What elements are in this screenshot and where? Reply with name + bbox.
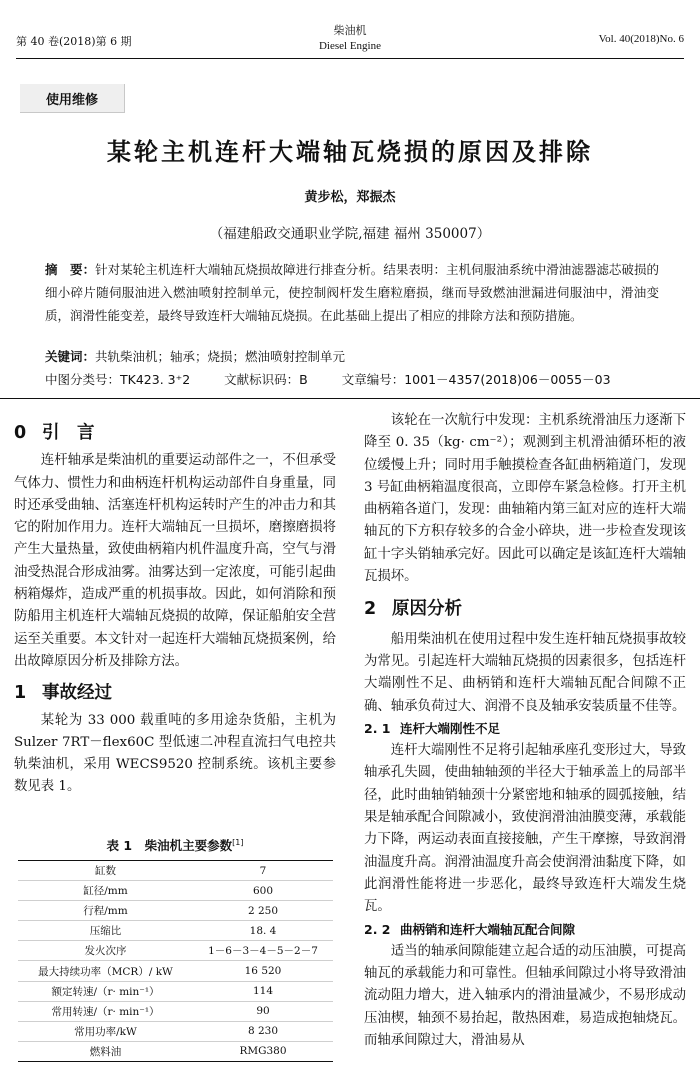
parameter-name: 额定转速/（r· min⁻¹）: [18, 981, 193, 1001]
table-row: [18, 981, 333, 1001]
parameter-value: RMG380: [193, 1041, 333, 1061]
abstract-text: 针对某轮主机连杆大端轴瓦烧损故障进行排查分析。结果表明：主机伺服油系统中滑油滤器滤芯破损的细小碎片随伺服油进入燃油喷射控制单元，使控制阀杆发生磨粒磨损，继而导致燃油泄漏进伺服油中，滑油变质，润滑性能变差，最终导致连杆大端轴瓦烧损。在此基础上提出了相应的排除方法和预防措施。: [45, 262, 659, 323]
section-1-paragraph-2: 该轮在一次航行中发现：主机系统滑油压力逐渐下降至 0. 35（kg· cm⁻²）；观测到主机滑油循环柜的液位缓慢上升；同时用手触摸检查各缸曲柄箱道门，发现 3 号缸曲柄箱温度很高，立即停车紧急检修。打开主机曲柄箱各道门，发现：曲轴箱内第三缸对应的连杆大端轴瓦的下方积存较多的合金小碎块，进一步检查发现该缸十字头销轴承完好。因此可以确定是该缸连杆大端轴瓦损坏。: [364, 413, 686, 585]
abstract-rule: [0, 398, 700, 399]
table-row: [18, 921, 333, 941]
parameter-value: 18. 4: [193, 921, 333, 941]
parameter-name: 燃料油: [18, 1041, 193, 1061]
table-row: [18, 1041, 333, 1061]
keywords: [45, 346, 659, 368]
header-rule: [16, 58, 684, 59]
table-row: [18, 881, 333, 901]
parameter-name: 常用功率/kW: [18, 1021, 193, 1041]
article-number: 文章编号：1001－4357(2018)06－0055－03: [341, 372, 611, 387]
keywords-text: 共轨柴油机；轴承；烧损；燃油喷射控制单元: [95, 349, 346, 364]
parameter-value: 90: [193, 1001, 333, 1021]
header-journal-cn: 柴油机: [333, 24, 367, 37]
parameter-value: 1－6－3－4－5－2－7: [193, 941, 333, 961]
parameter-value: 16 520: [193, 961, 333, 981]
authors: 黄步松，郑振杰: [304, 190, 396, 205]
header-issue: 第 40 卷(2018)第 6 期: [16, 35, 132, 48]
header-volume: Vol. 40(2018)No. 6: [598, 33, 684, 45]
clc-number: 中图分类号：TK423. 3⁺2: [45, 372, 191, 387]
table-row: [18, 861, 333, 881]
parameter-value: 114: [193, 981, 333, 1001]
parameter-name: 压缩比: [18, 921, 193, 941]
parameter-name: 最大持续功率（MCR）/ kW: [18, 961, 193, 981]
table-row: [18, 941, 333, 961]
subsection-2-2-paragraph: 适当的轴承间隙能建立起合适的动压油膜，可提高轴瓦的承载能力和可靠性。但轴承间隙过小将导致滑油流动阻力增大，进入轴承内的滑油量减少，不易形成动压油楔，轴颈不易抬起，散热困难，易造成抱轴烧瓦。而轴承间隙过大，滑油易从: [364, 943, 686, 1049]
section-2-paragraph: 船用柴油机在使用过程中发生连杆轴瓦烧损事故较为常见。引起连杆大端轴瓦烧损的因素很多，包括连杆大端刚性不足、曲柄销和连杆大端轴瓦配合间隙不正确、轴承负荷过大、润滑不良及轴承安装质量不佳等。: [364, 631, 686, 714]
subsection-2-1-paragraph: 连杆大端刚性不足将引起轴承座孔变形过大，导致轴承孔失圆，使曲轴轴颈的半径大于轴承盖上的局部半径，此时曲轴销轴颈十分紧密地和轴承的圆弧接触，结果是轴承配合间隙减小，致使润滑油油膜变薄，承载能力下降，两运动表面直接接触，产生干摩擦，导致润滑油温度升高。润滑油温度升高会使润滑油黏度下降，如此润滑性能将进一步恶化，最终导致连杆大端发生烧瓦。: [364, 743, 686, 915]
right-column: [364, 410, 686, 1052]
document-code: 文献标识码：B: [224, 372, 308, 387]
affiliation: （福建船政交通职业学院,福建 福州 350007）: [209, 226, 491, 242]
engine-parameters-table: [18, 860, 333, 1062]
section-tag: 使用维修: [20, 84, 125, 113]
subsection-2-1-heading: 2. 1 连杆大端刚性不足: [364, 720, 501, 736]
parameter-value: 2 250: [193, 901, 333, 921]
section-1-paragraph-1: 某轮为 33 000 载重吨的多用途杂货船，主机为 Sulzer 7RT－flex60C 型低速二冲程直流扫气电控共轨柴油机，采用 WECS9520 控制系统。该机主要参数见表 1。: [14, 712, 336, 795]
article-identifiers: [45, 369, 645, 391]
abstract-label: 摘 要：: [45, 262, 96, 277]
parameter-name: 行程/mm: [18, 901, 193, 921]
parameter-name: 常用转速/（r· min⁻¹）: [18, 1001, 193, 1021]
table-row: [18, 1001, 333, 1021]
header-journal-en: Diesel Engine: [318, 40, 381, 52]
abstract: [45, 258, 659, 327]
table-row: [18, 901, 333, 921]
subsection-2-2-heading: 2. 2 曲柄销和连杆大端轴瓦配合间隙: [364, 921, 576, 937]
parameter-name: 缸数: [18, 861, 193, 881]
table-row: [18, 961, 333, 981]
section-0-paragraph: 连杆轴承是柴油机的重要运动部件之一，不但承受气体力、惯性力和曲柄连杆机构运动部件自身重量，同时还承受曲轴、活塞连杆机构运转时产生的冲击力和其它的附加作用力。连杆大端轴瓦一旦损坏，磨擦磨损将产生大量热量，致使曲柄箱内机件温度升高，空气与滑油受热混合形成油雾。油雾达到一定浓度，可能引起曲柄箱爆炸，造成严重的机损事故。因此，如何消除和预防船用主机连杆大端轴瓦烧损的故障，保证船舶安全营运至关重要。本文针对一起连杆大端轴瓦烧损案例，给出故障原因分析及排除方法。: [14, 453, 336, 669]
parameter-value: 8 230: [193, 1021, 333, 1041]
left-column: [14, 422, 336, 799]
parameter-value: 600: [193, 881, 333, 901]
table-caption: 表 1 柴油机主要参数[1]: [106, 837, 244, 853]
table-row: [18, 1021, 333, 1041]
keywords-label: 关键词：: [45, 349, 96, 364]
section-2-heading: 2 原因分析: [364, 599, 462, 620]
section-0-heading: 0 引 言: [14, 423, 95, 443]
article-title: 某轮主机连杆大端轴瓦烧损的原因及排除: [107, 138, 593, 166]
parameter-name: 缸径/mm: [18, 881, 193, 901]
parameter-name: 发火次序: [18, 941, 193, 961]
parameter-value: 7: [193, 861, 333, 881]
section-1-heading: 1 事故经过: [14, 683, 112, 704]
